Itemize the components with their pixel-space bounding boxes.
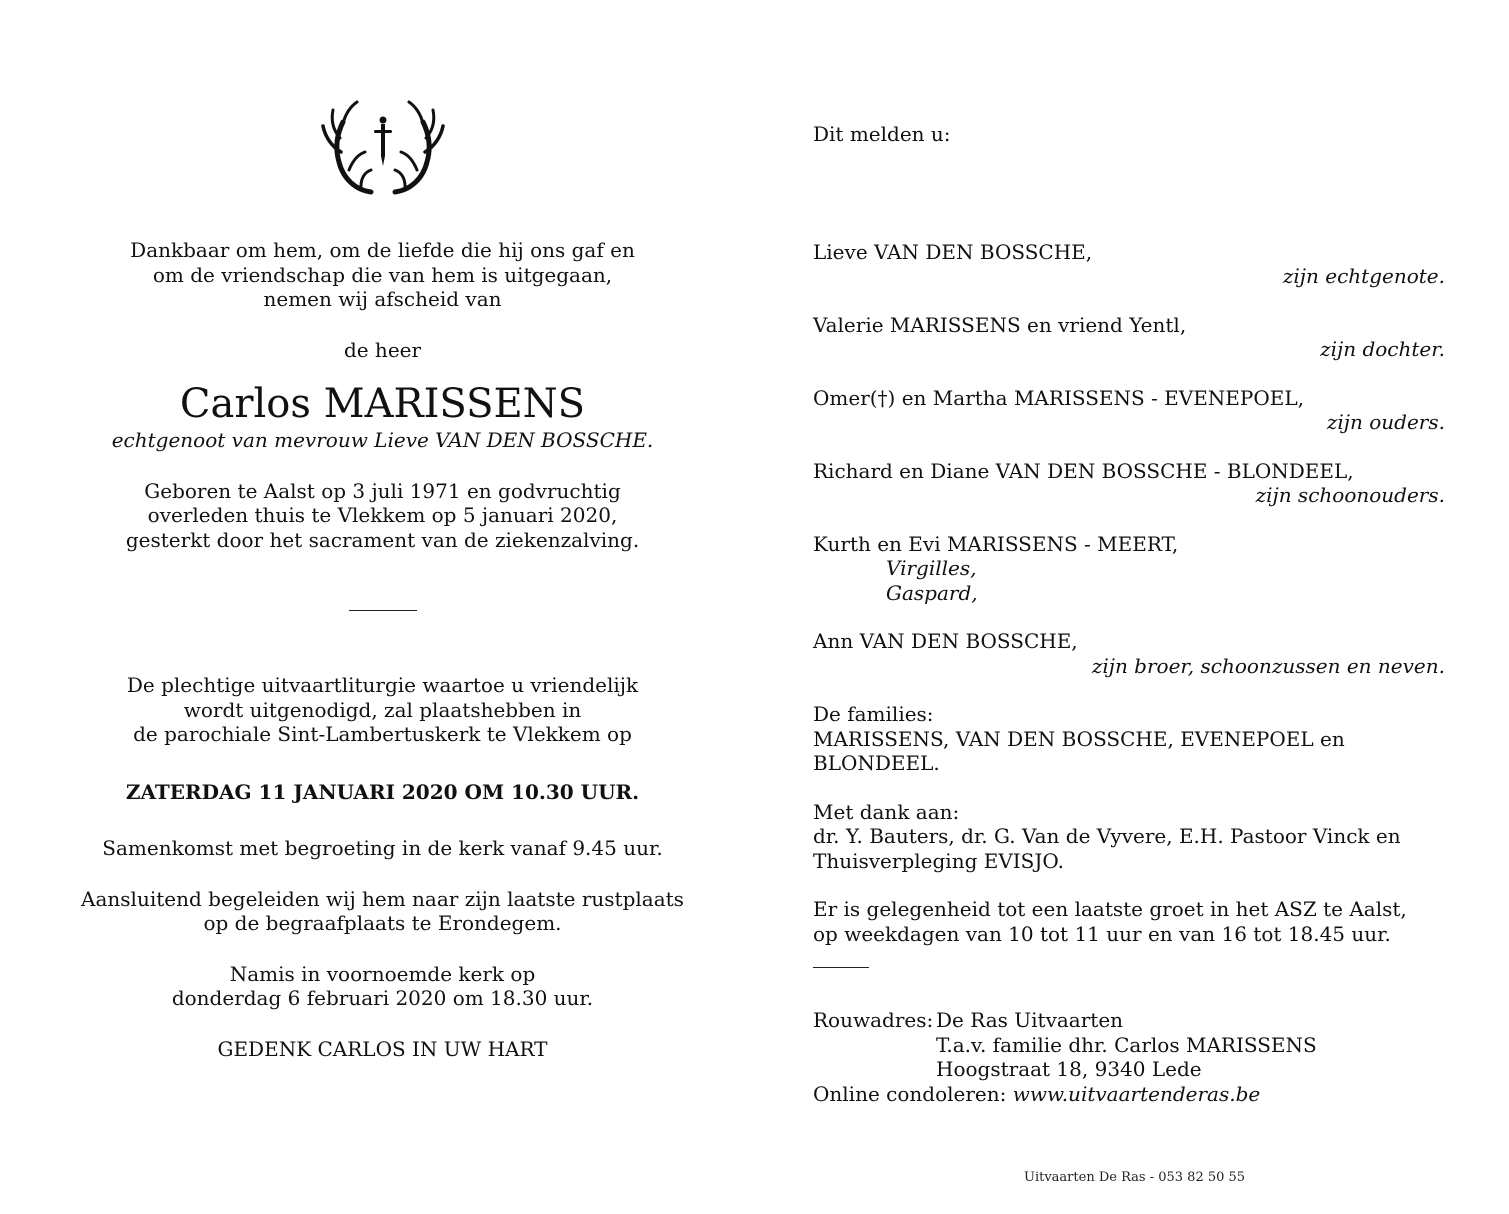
sibling-line: Ann VAN DEN BOSSCHE, xyxy=(813,629,1078,653)
right-panel xyxy=(813,122,1445,1106)
family-name: Lieve VAN DEN BOSSCHE, xyxy=(813,239,1093,264)
address-line: Hoogstraat 18, 9340 Lede xyxy=(936,1057,1202,1081)
thanks-line: dr. Y. Bauters, dr. G. Van de Vyvere, E.H. Pastoor Vinck en xyxy=(813,824,1401,848)
visit-entry xyxy=(813,897,1445,946)
salutation: de heer xyxy=(343,337,422,362)
family-entry xyxy=(813,240,1445,289)
online-label: Online condoleren: xyxy=(813,1081,1007,1106)
address-line: T.a.v. familie dhr. Carlos MARISSENS xyxy=(936,1032,1317,1057)
liturgy-line: de parochiale Sint-Lambertuskerk te Vlekkem op xyxy=(133,722,632,746)
birth-death-text xyxy=(60,479,705,553)
opening-text: Dit melden u: xyxy=(813,122,951,146)
online-url-link[interactable]: www.uitvaartenderas.be xyxy=(1012,1081,1261,1106)
birth-line: gesterkt door het sacrament van de ziekenzalving. xyxy=(125,527,640,552)
families-names: MARISSENS, VAN DEN BOSSCHE, EVENEPOEL en BLONDEEL. xyxy=(813,726,1345,775)
intro-line: om de vriendschap die van hem is uitgegaan, xyxy=(152,262,613,287)
burial-line: Aansluitend begeleiden wij hem naar zijn laatste rustplaats xyxy=(81,886,684,911)
liturgy-line: De plechtige uitvaartliturgie waartoe u vriendelijk xyxy=(126,673,639,697)
address-block xyxy=(813,1008,1445,1082)
liturgy-line: wordt uitgenodigd, zal plaatshebben in xyxy=(183,697,582,722)
thanks-entry xyxy=(813,800,1445,874)
address-label: Rouwadres: xyxy=(813,1008,934,1032)
family-name: Valerie MARISSENS en vriend Yentl, xyxy=(813,312,1187,337)
grandchild-name: Virgilles, xyxy=(886,556,977,580)
family-name: Richard en Diane VAN DEN BOSSCHE - BLONDEEL, xyxy=(813,458,1354,483)
thanks-line: Thuisverpleging EVISJO. xyxy=(813,848,1064,873)
family-entry xyxy=(813,386,1445,435)
intro-line: nemen wij afscheid van xyxy=(263,287,502,311)
visit-line: Er is gelegenheid tot een laatste groet in het ASZ te Aalst, xyxy=(813,897,1407,921)
deceased-name: Carlos MARISSENS xyxy=(179,381,586,427)
online-condolence xyxy=(813,1082,1445,1107)
mass-line: donderdag 6 februari 2020 om 18.30 uur. xyxy=(171,986,594,1010)
mass-text xyxy=(60,962,705,1011)
burial-line: op de begraafplaats te Erondegem. xyxy=(203,911,562,935)
siblings-entry xyxy=(813,532,1445,679)
footer-contact: Uitvaarten De Ras - 053 82 50 55 xyxy=(1024,1170,1246,1185)
mass-line: Namis in voornoemde kerk op xyxy=(229,961,536,986)
intro-line: Dankbaar om hem, om de liefde die hij ons gaf en xyxy=(130,238,635,262)
left-panel xyxy=(60,100,705,1061)
family-relation: zijn ouders. xyxy=(1326,410,1445,434)
families-label: De families: xyxy=(813,702,934,726)
family-entry xyxy=(813,459,1445,508)
gathering-text: Samenkomst met begroeting in de kerk vanaf 9.45 uur. xyxy=(102,836,663,860)
birth-line: overleden thuis te Vlekkem op 5 januari 2020, xyxy=(147,503,618,527)
family-relation: zijn dochter. xyxy=(1320,337,1445,361)
sibling-relation: zijn broer, schoonzussen en neven. xyxy=(1091,653,1445,678)
family-relation: zijn echtgenote. xyxy=(1282,264,1445,288)
intro-text xyxy=(60,238,705,312)
funeral-date: ZATERDAG 11 JANUARI 2020 OM 10.30 UUR. xyxy=(125,779,640,804)
family-entry xyxy=(813,313,1445,362)
grandchild-name: Gaspard, xyxy=(886,580,978,605)
antlers-cross-icon xyxy=(321,100,445,200)
address-line: De Ras Uitvaarten xyxy=(936,1008,1124,1032)
closing-text: GEDENK CARLOS IN UW HART xyxy=(217,1036,548,1061)
burial-text xyxy=(60,887,705,936)
birth-line: Geboren te Aalst op 3 juli 1971 en godvruchtig xyxy=(144,478,621,503)
liturgy-text xyxy=(60,673,705,747)
family-name: Omer(†) en Martha MARISSENS - EVENEPOEL, xyxy=(813,385,1304,410)
family-relation: zijn schoonouders. xyxy=(1255,483,1445,507)
sibling-line: Kurth en Evi MARISSENS - MEERT, xyxy=(813,531,1179,556)
families-entry xyxy=(813,702,1445,776)
thanks-label: Met dank aan: xyxy=(813,799,960,824)
visit-line: op weekdagen van 10 tot 11 uur en van 16 tot 18.45 uur. xyxy=(813,921,1391,946)
spouse-line: echtgenoot van mevrouw Lieve VAN DEN BOSSCHE. xyxy=(111,428,654,452)
